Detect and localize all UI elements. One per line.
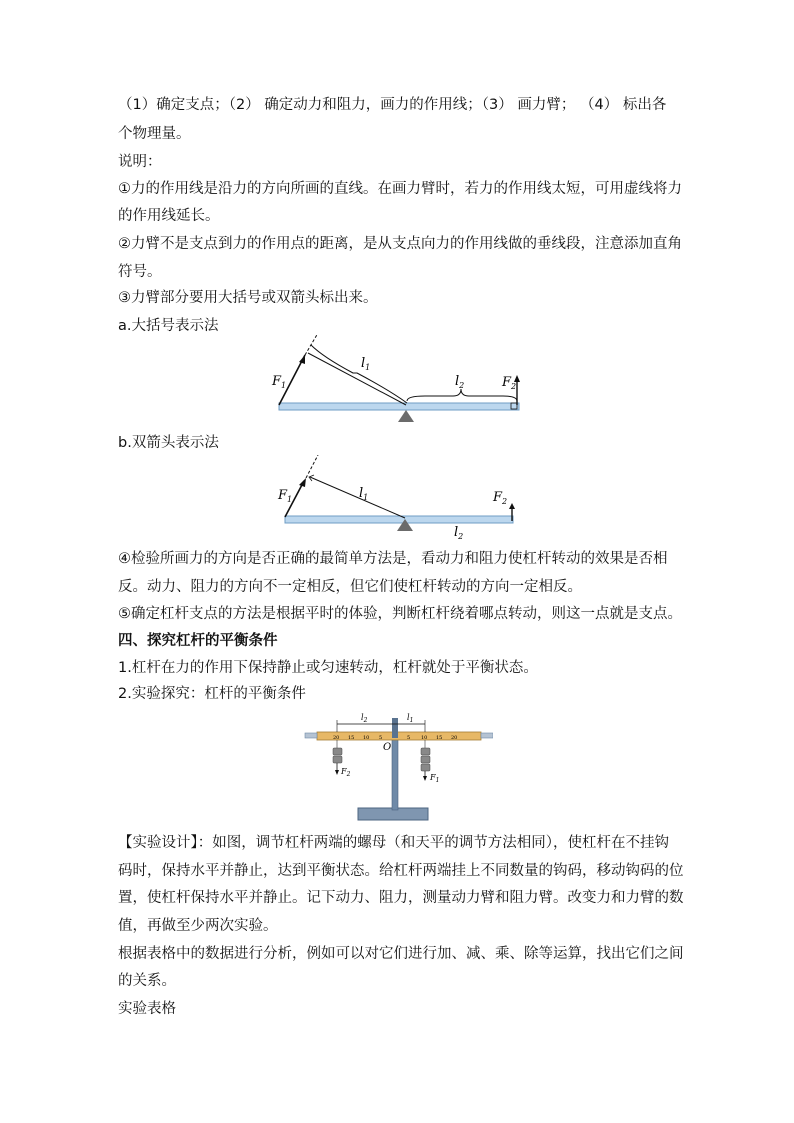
text-line: ④检验所画力的方向是否正确的最简单方法是，看动力和阻力使杠杆转动的效果是否相 (118, 551, 668, 567)
brace-l1 (311, 345, 407, 403)
text-line: 根据表格中的数据进行分析，例如可以对它们进行加、减、乘、除等运算，找出它们之间 (118, 946, 684, 962)
text-line: 说明： (118, 154, 162, 170)
text-line: 码时，保持水平并静止，达到平衡状态。给杠杆两端挂上不同数量的钩码，移动钩码的位 (118, 863, 684, 879)
text-line: 符号。 (118, 264, 162, 280)
label-f1: $F_1$ (278, 488, 293, 504)
arrowhead-icon (423, 776, 427, 781)
lever-bar (285, 516, 513, 523)
text-line: （1）确定支点；（2） 确定动力和阻力，画力的作用线；（3） 画力臂； （4） 标出各 (118, 97, 667, 113)
tick-label: 15 (436, 735, 443, 741)
label-f2: $F_2$ (341, 767, 351, 778)
tick-label: 20 (451, 735, 458, 741)
lever-bar (279, 403, 519, 410)
lever-brace-diagram (265, 335, 535, 427)
arm-l1-line (308, 353, 406, 405)
arrowhead-icon (509, 503, 515, 509)
text-line: 1.杠杆在力的作用下保持静止或匀速转动，杠杆就处于平衡状态。 (118, 660, 538, 676)
label-l2: $l_2$ (455, 374, 465, 390)
label-l1: $l_1$ (407, 713, 414, 724)
section-heading: 四、探究杠杆的平衡条件 (118, 633, 278, 649)
text-line: 2.实验探究：杠杆的平衡条件 (118, 686, 306, 702)
weight-right (421, 764, 430, 771)
text-line: 的作用线延长。 (118, 208, 220, 224)
text-line: ③力臂部分要用大括号或双箭头标出来。 (118, 290, 378, 306)
label-l2: $l_2$ (454, 525, 464, 541)
arrowhead-icon (299, 478, 306, 487)
text-line: 置，使杠杆保持水平并静止。记下动力、阻力，测量动力臂和阻力臂。改变力和力臂的数 (118, 890, 684, 906)
weight-left (333, 756, 342, 763)
balance-nut-left (305, 733, 317, 738)
pivot-pin (392, 718, 398, 738)
brace-l2 (407, 389, 517, 401)
lever-double-arrow-diagram (268, 455, 523, 545)
weight-right (421, 756, 430, 763)
text-line: 的关系。 (118, 973, 176, 989)
text-line: b.双箭头表示法 (118, 435, 219, 451)
text-line: ⑤确定杠杆支点的方法是根据平时的体验，判断杠杆绕着哪点转动，则这一点就是支点。 (118, 606, 682, 622)
tick-label: 20 (333, 735, 340, 741)
fulcrum-icon (398, 410, 414, 422)
text-line: 个物理量。 (118, 126, 191, 142)
tick-label: 10 (363, 735, 370, 741)
text-line: 值，再做至少两次实验。 (118, 918, 278, 934)
label-pivot-o: O (383, 742, 392, 753)
tick-label: 15 (348, 735, 355, 741)
arrowhead-icon (335, 770, 339, 775)
text-line: 【实验设计】：如图，调节杠杆两端的螺母（和天平的调节方法相同），使杠杆在不挂钩 (118, 835, 669, 851)
label-f2: $F_2$ (502, 375, 517, 391)
weight-left (333, 748, 342, 755)
label-f1: $F_1$ (430, 773, 440, 784)
text-line: 反。动力、阻力的方向不一定相反，但它们使杠杆转动的方向一定相反。 (118, 579, 582, 595)
lever-balance-apparatus (303, 708, 493, 830)
text-line: 实验表格 (118, 1001, 176, 1017)
label-f2: $F_2$ (493, 490, 508, 506)
action-line-extension (306, 455, 318, 478)
weight-right (421, 748, 430, 755)
label-l1: $l_1$ (359, 486, 369, 502)
arrowhead-icon (514, 375, 520, 382)
label-l2: $l_2$ (361, 713, 368, 724)
tick-label: 5 (407, 735, 411, 741)
tick-label: 5 (379, 735, 383, 741)
text-line: ①力的作用线是沿力的方向所画的直线。在画力臂时，若力的作用线太短，可用虚线将力 (118, 181, 682, 197)
label-f1: $F_1$ (272, 374, 287, 390)
tick-label: 10 (421, 735, 428, 741)
text-line: a.大括号表示法 (118, 318, 219, 334)
arrowhead-icon (299, 355, 305, 364)
arm-l1-arrow (310, 477, 405, 518)
text-line: ②力臂不是支点到力的作用点的距离，是从支点向力的作用线做的垂线段，注意添加直角 (118, 236, 682, 252)
apparatus-stand (392, 738, 398, 810)
balance-nut-right (481, 733, 493, 738)
label-l1: $l_1$ (361, 356, 371, 372)
